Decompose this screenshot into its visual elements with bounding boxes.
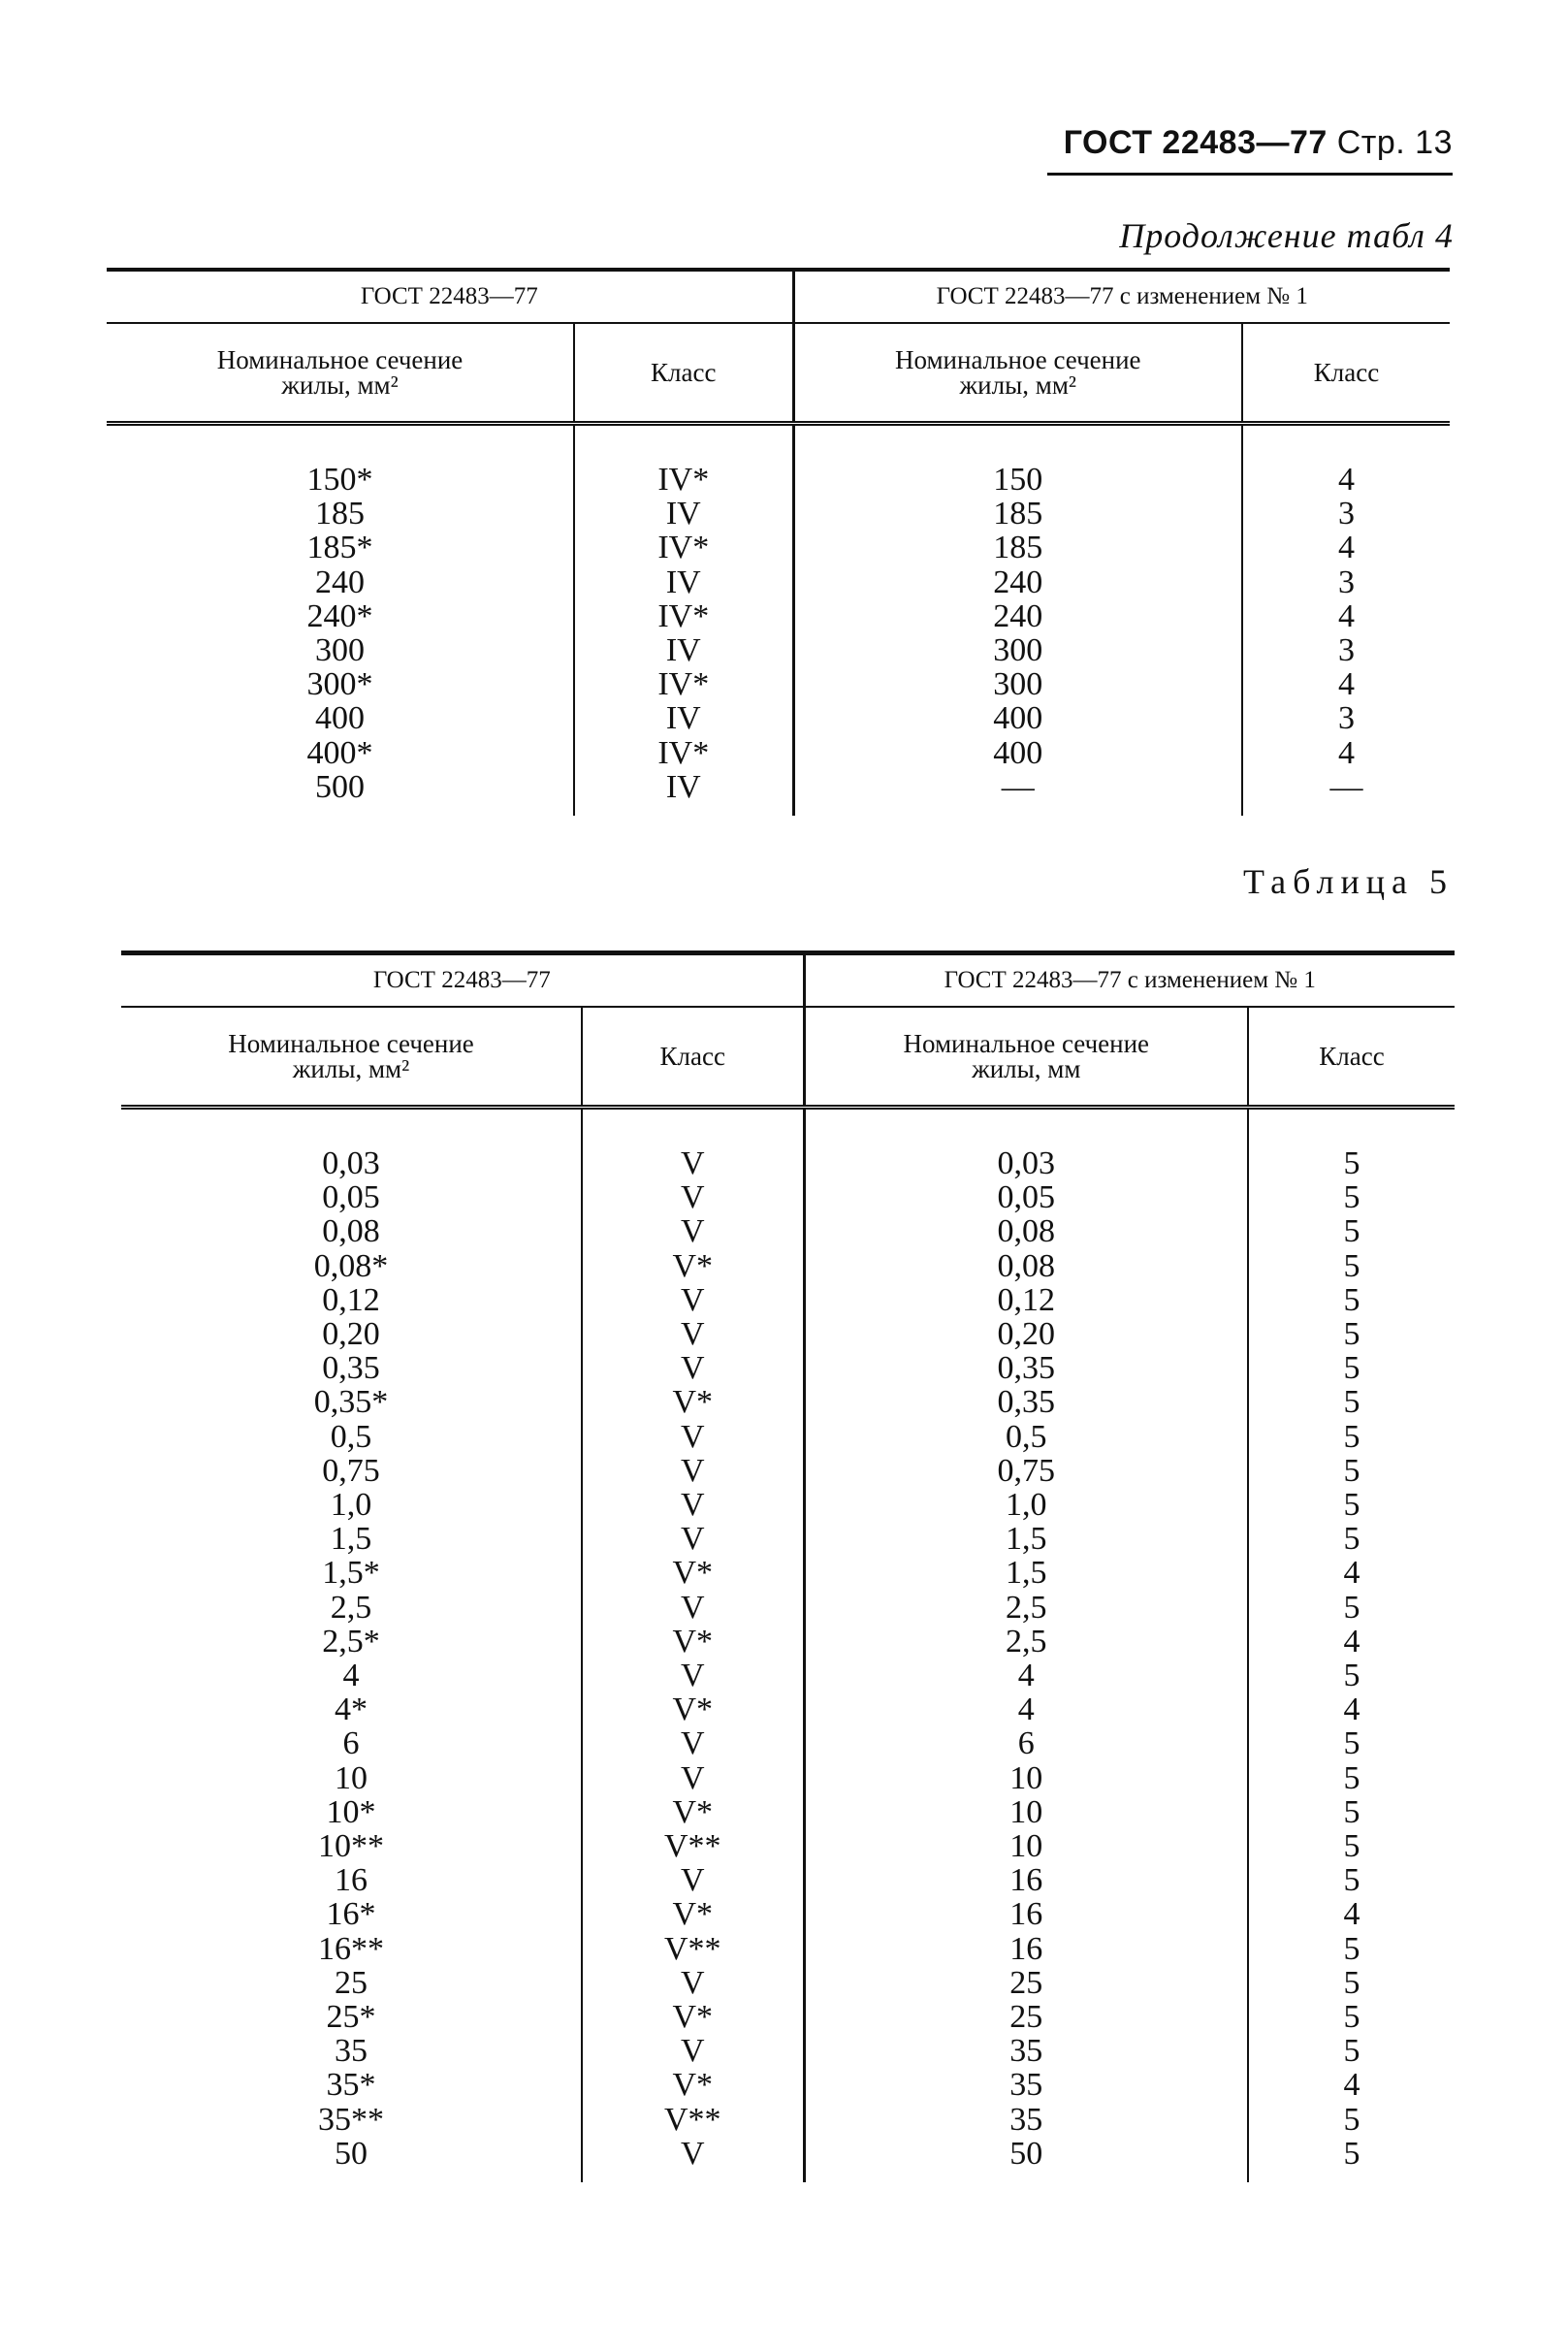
section-value-amended: 300 xyxy=(993,632,1043,669)
class-value: V** xyxy=(663,1828,721,1865)
section-value-amended: 400 xyxy=(993,700,1043,737)
section-value: 1,0 xyxy=(330,1487,372,1524)
class-value-amended: 4 xyxy=(1343,1896,1360,1933)
class-value: IV* xyxy=(657,666,710,703)
section-value: 16 xyxy=(335,1862,368,1899)
section-value-amended: 400 xyxy=(993,734,1043,771)
section-value: 400* xyxy=(306,734,373,771)
class-value-amended: 5 xyxy=(1343,1828,1360,1865)
class-value: V xyxy=(680,1862,705,1899)
class-value-amended: 5 xyxy=(1343,1725,1360,1762)
table5-col-class-amended xyxy=(1248,1108,1455,2183)
class-value-amended: 4 xyxy=(1343,1555,1360,1592)
class-value-amended: 5 xyxy=(1343,1213,1360,1250)
class-value: V** xyxy=(663,2101,721,2138)
class-value: V* xyxy=(672,1692,714,1728)
class-value-amended: 5 xyxy=(1343,1862,1360,1899)
section-value: 1,5* xyxy=(322,1555,380,1592)
section-value: 0,08 xyxy=(322,1213,380,1250)
section-value-amended: 0,35 xyxy=(997,1350,1056,1387)
section-value: 500 xyxy=(315,768,365,805)
section-value: 150* xyxy=(306,462,373,498)
section-value-amended: 16 xyxy=(1009,1862,1043,1899)
column-header-section-amended: Номинальное сечение жилы, мм xyxy=(804,1007,1248,1108)
section-value-amended: 25 xyxy=(1009,1964,1043,2001)
section-value: 400 xyxy=(315,700,365,737)
class-value: V xyxy=(680,1213,705,1250)
section-value: 0,05 xyxy=(322,1179,380,1216)
section-value: 0,12 xyxy=(322,1281,380,1318)
class-value: V xyxy=(680,1281,705,1318)
class-value: V* xyxy=(672,1999,714,2036)
class-value: V xyxy=(680,1487,705,1524)
class-value-amended: 5 xyxy=(1343,1793,1360,1830)
group-header-left: ГОСТ 22483—77 xyxy=(107,270,793,323)
class-value-amended: 5 xyxy=(1343,1247,1360,1284)
section-value: 4 xyxy=(342,1658,360,1694)
class-value: IV* xyxy=(657,462,710,498)
class-value: IV* xyxy=(657,597,710,634)
class-value: V* xyxy=(672,1247,714,1284)
table5-col-class xyxy=(582,1108,804,2183)
class-value-amended: 5 xyxy=(1343,1930,1360,1967)
section-value: 10 xyxy=(335,1759,368,1796)
column-header-section-amended: Номинальное сечение жилы, мм² xyxy=(793,323,1242,424)
class-value-amended: 5 xyxy=(1343,1350,1360,1387)
section-value-amended: 0,75 xyxy=(997,1452,1056,1489)
section-value-amended: 35 xyxy=(1009,2101,1043,2138)
section-value: 35* xyxy=(326,2067,376,2104)
class-value: V* xyxy=(672,1623,714,1659)
section-value-amended: 0,03 xyxy=(997,1145,1056,1181)
class-value-amended: 5 xyxy=(1343,1589,1360,1626)
class-value: V* xyxy=(672,1896,714,1933)
class-value-amended: 3 xyxy=(1338,632,1356,669)
class-value: V xyxy=(680,1658,705,1694)
section-value-amended: 35 xyxy=(1009,2067,1043,2104)
section-value-amended: 16 xyxy=(1009,1930,1043,1967)
table5-col-section-amended xyxy=(804,1108,1248,2183)
class-value: V xyxy=(680,1350,705,1387)
table5-col-section xyxy=(121,1108,582,2183)
table4-col-class xyxy=(574,424,793,817)
section-value-amended: 4 xyxy=(1017,1658,1035,1694)
section-value: 25 xyxy=(335,1964,368,2001)
class-value: V xyxy=(680,1725,705,1762)
class-value-amended: 3 xyxy=(1338,496,1356,532)
section-value-amended: 4 xyxy=(1017,1692,1035,1728)
section-value-amended: 185 xyxy=(993,496,1043,532)
class-value: V** xyxy=(663,1930,721,1967)
section-value: 35** xyxy=(318,2101,384,2138)
class-value: IV xyxy=(665,632,701,669)
section-value: 240 xyxy=(315,564,365,600)
class-value-amended: 3 xyxy=(1338,564,1356,600)
section-value: 185* xyxy=(306,530,373,566)
class-value-amended: 5 xyxy=(1343,2135,1360,2172)
section-value-amended: 185 xyxy=(993,530,1043,566)
section-value-amended: 1,5 xyxy=(1006,1555,1047,1592)
section-value-amended: — xyxy=(1001,768,1035,805)
section-value: 0,75 xyxy=(322,1452,380,1489)
section-value-amended: 25 xyxy=(1009,1999,1043,2036)
class-value-amended: 4 xyxy=(1338,666,1356,703)
section-value: 2,5 xyxy=(330,1589,372,1626)
section-value-amended: 0,12 xyxy=(997,1281,1056,1318)
class-value: V* xyxy=(672,2067,714,2104)
class-value: IV xyxy=(665,564,701,600)
class-value: IV* xyxy=(657,530,710,566)
page-number: Стр. 13 xyxy=(1336,124,1453,161)
class-value-amended: 4 xyxy=(1338,597,1356,634)
class-value-amended: 5 xyxy=(1343,1316,1360,1353)
section-value: 50 xyxy=(335,2135,368,2172)
section-value: 10* xyxy=(326,1793,376,1830)
class-value-amended: 5 xyxy=(1343,1759,1360,1796)
class-value: V xyxy=(680,1179,705,1216)
section-value: 10** xyxy=(318,1828,384,1865)
class-value: V xyxy=(680,1418,705,1455)
section-value-amended: 1,0 xyxy=(1006,1487,1047,1524)
column-header-class-amended: Класс xyxy=(1248,1007,1455,1108)
class-value: V* xyxy=(672,1384,714,1421)
table4-col-section xyxy=(107,424,574,817)
class-value-amended: 4 xyxy=(1338,462,1356,498)
section-value-amended: 2,5 xyxy=(1006,1589,1047,1626)
section-value-amended: 150 xyxy=(993,462,1043,498)
table4-col-section-amended xyxy=(793,424,1242,817)
class-value: V xyxy=(680,1316,705,1353)
section-value: 0,20 xyxy=(322,1316,380,1353)
section-value: 0,35* xyxy=(313,1384,389,1421)
section-value-amended: 6 xyxy=(1017,1725,1035,1762)
section-value: 4* xyxy=(335,1692,368,1728)
section-value: 0,08* xyxy=(313,1247,389,1284)
section-value-amended: 0,5 xyxy=(1006,1418,1047,1455)
class-value-amended: 5 xyxy=(1343,1487,1360,1524)
class-value: V* xyxy=(672,1793,714,1830)
class-value: V xyxy=(680,1521,705,1558)
table4-col-class-amended xyxy=(1242,424,1450,817)
class-value-amended: 4 xyxy=(1338,530,1356,566)
class-value-amended: 5 xyxy=(1343,1964,1360,2001)
running-header xyxy=(1047,124,1453,176)
gost-number: ГОСТ 22483—77 xyxy=(1063,124,1328,161)
column-header-class: Класс xyxy=(574,323,793,424)
section-value-amended: 16 xyxy=(1009,1896,1043,1933)
section-value: 35 xyxy=(335,2033,368,2070)
class-value: IV xyxy=(665,700,701,737)
class-value-amended: 4 xyxy=(1343,2067,1360,2104)
class-value-amended: 5 xyxy=(1343,1999,1360,2036)
class-value: V* xyxy=(672,1555,714,1592)
section-value-amended: 2,5 xyxy=(1006,1623,1047,1659)
section-value: 0,03 xyxy=(322,1145,380,1181)
section-value-amended: 0,08 xyxy=(997,1247,1056,1284)
section-value-amended: 1,5 xyxy=(1006,1521,1047,1558)
column-header-class-amended: Класс xyxy=(1242,323,1450,424)
group-header-right: ГОСТ 22483—77 с изменением № 1 xyxy=(793,270,1450,323)
class-value-amended: 5 xyxy=(1343,2033,1360,2070)
section-value-amended: 0,05 xyxy=(997,1179,1056,1216)
class-value: IV xyxy=(665,496,701,532)
table-4 xyxy=(107,268,1450,816)
section-value-amended: 35 xyxy=(1009,2033,1043,2070)
section-value-amended: 240 xyxy=(993,564,1043,600)
section-value-amended: 300 xyxy=(993,666,1043,703)
class-value-amended: 5 xyxy=(1343,1384,1360,1421)
class-value-amended: 5 xyxy=(1343,1452,1360,1489)
column-header-section: Номинальное сечение жилы, мм² xyxy=(107,323,574,424)
section-value: 240* xyxy=(306,597,373,634)
group-header-right: ГОСТ 22483—77 с изменением № 1 xyxy=(804,953,1455,1008)
class-value-amended: 5 xyxy=(1343,2101,1360,2138)
section-value: 0,5 xyxy=(330,1418,372,1455)
class-value: V xyxy=(680,2033,705,2070)
class-value: V xyxy=(680,1145,705,1181)
section-value: 1,5 xyxy=(330,1521,372,1558)
section-value: 0,35 xyxy=(322,1350,380,1387)
section-value: 25* xyxy=(326,1999,376,2036)
section-value-amended: 240 xyxy=(993,597,1043,634)
section-value-amended: 0,08 xyxy=(997,1213,1056,1250)
section-value-amended: 10 xyxy=(1009,1793,1043,1830)
section-value: 16* xyxy=(326,1896,376,1933)
class-value: V xyxy=(680,1964,705,2001)
section-value: 6 xyxy=(342,1725,360,1762)
table-5 xyxy=(121,950,1455,2182)
class-value-amended: 5 xyxy=(1343,1179,1360,1216)
class-value-amended: 4 xyxy=(1343,1692,1360,1728)
group-header-left: ГОСТ 22483—77 xyxy=(121,953,804,1008)
section-value: 300 xyxy=(315,632,365,669)
class-value-amended: 4 xyxy=(1338,734,1356,771)
section-value-amended: 0,35 xyxy=(997,1384,1056,1421)
section-value: 2,5* xyxy=(322,1623,380,1659)
section-value: 300* xyxy=(306,666,373,703)
section-value-amended: 10 xyxy=(1009,1828,1043,1865)
class-value: IV* xyxy=(657,734,710,771)
section-value-amended: 10 xyxy=(1009,1759,1043,1796)
column-header-class: Класс xyxy=(582,1007,804,1108)
class-value-amended: 5 xyxy=(1343,1521,1360,1558)
section-value: 16** xyxy=(318,1930,384,1967)
class-value: IV xyxy=(665,768,701,805)
column-header-section: Номинальное сечение жилы, мм² xyxy=(121,1007,582,1108)
section-value-amended: 0,20 xyxy=(997,1316,1056,1353)
section-value-amended: 50 xyxy=(1009,2135,1043,2172)
section-value: 185 xyxy=(315,496,365,532)
class-value: V xyxy=(680,1452,705,1489)
table5-caption: Таблица 5 xyxy=(1243,862,1454,901)
table4-caption: Продолжение табл 4 xyxy=(1119,216,1454,255)
class-value-amended: — xyxy=(1329,768,1363,805)
class-value-amended: 4 xyxy=(1343,1623,1360,1659)
class-value-amended: 5 xyxy=(1343,1658,1360,1694)
class-value: V xyxy=(680,1589,705,1626)
class-value-amended: 5 xyxy=(1343,1145,1360,1181)
class-value-amended: 3 xyxy=(1338,700,1356,737)
class-value-amended: 5 xyxy=(1343,1418,1360,1455)
class-value: V xyxy=(680,1759,705,1796)
class-value: V xyxy=(680,2135,705,2172)
class-value-amended: 5 xyxy=(1343,1281,1360,1318)
